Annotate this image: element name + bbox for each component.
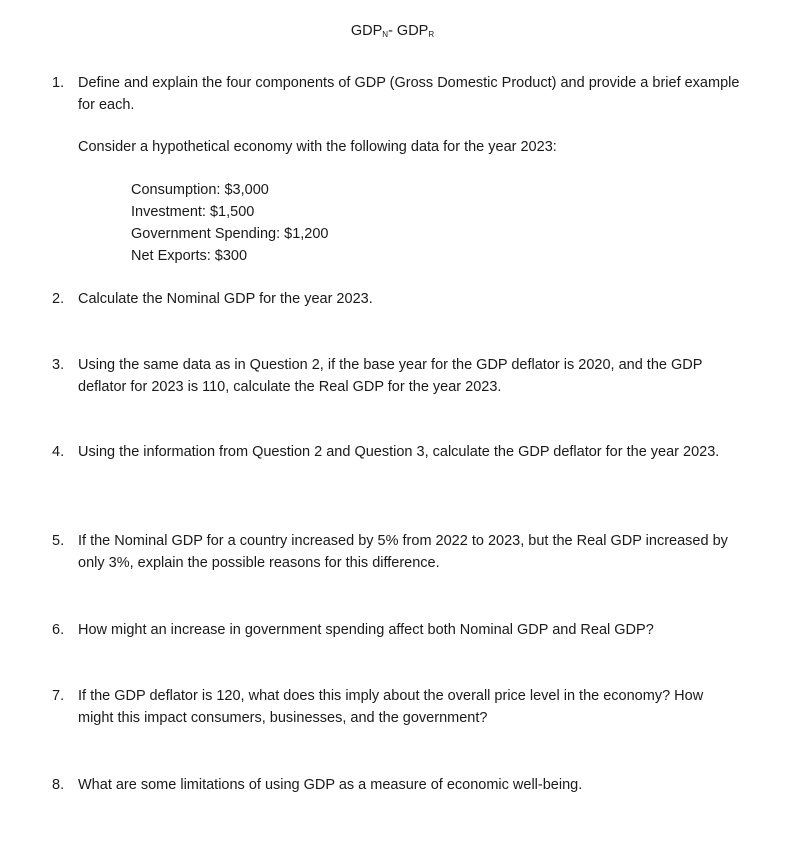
question-number: 8. bbox=[52, 777, 65, 793]
question-text: Using the same data as in Question 2, if the base year for the GDP deflator is 2020, and the GDP deflator for 2023 is 110, calculate the Real GDP for the year 2023. bbox=[78, 357, 703, 395]
title-dash-gdp: - GDP bbox=[388, 23, 429, 39]
economy-data-list bbox=[131, 179, 329, 267]
question-2 bbox=[52, 288, 742, 310]
data-item-consumption: Consumption: $3,000 bbox=[131, 182, 269, 198]
question-1 bbox=[52, 72, 742, 116]
question-3 bbox=[52, 354, 742, 398]
data-item-net-exports: Net Exports: $300 bbox=[131, 248, 248, 264]
data-item-investment: Investment: $1,500 bbox=[131, 204, 255, 220]
question-number: 7. bbox=[52, 688, 65, 704]
question-4 bbox=[52, 441, 742, 463]
question-number: 1. bbox=[52, 75, 65, 91]
question-number: 5. bbox=[52, 533, 65, 549]
data-item-government-spending: Government Spending: $1,200 bbox=[131, 226, 329, 242]
page-title bbox=[0, 20, 785, 46]
scenario-intro: Consider a hypothetical economy with the following data for the year 2023: bbox=[78, 139, 557, 155]
question-text: If the Nominal GDP for a country increased by 5% from 2022 to 2023, but the Real GDP increased by only 3%, explain the possible reasons for this difference. bbox=[78, 533, 728, 571]
question-6 bbox=[52, 619, 742, 641]
question-text: Using the information from Question 2 and Question 3, calculate the GDP deflator for the year 2023. bbox=[78, 444, 720, 460]
question-8 bbox=[52, 774, 742, 796]
title-gdp: GDP bbox=[350, 23, 383, 39]
question-7 bbox=[52, 685, 742, 729]
title-subscript-r: R bbox=[428, 30, 435, 39]
question-text: How might an increase in government spending affect both Nominal GDP and Real GDP? bbox=[78, 622, 654, 638]
question-text: Define and explain the four components of GDP (Gross Domestic Product) and provide a brief example for each. bbox=[78, 75, 740, 113]
question-number: 6. bbox=[52, 622, 65, 638]
question-text: What are some limitations of using GDP as a measure of economic well-being. bbox=[78, 777, 583, 793]
question-text: If the GDP deflator is 120, what does this imply about the overall price level in the economy? How might this impact consumers, businesses, and the government? bbox=[78, 688, 704, 726]
question-text: Calculate the Nominal GDP for the year 2023. bbox=[78, 291, 373, 307]
title-subscript-n: N bbox=[382, 30, 389, 39]
question-number: 2. bbox=[52, 291, 65, 307]
question-5 bbox=[52, 530, 742, 574]
question-number: 3. bbox=[52, 357, 65, 373]
question-number: 4. bbox=[52, 444, 65, 460]
